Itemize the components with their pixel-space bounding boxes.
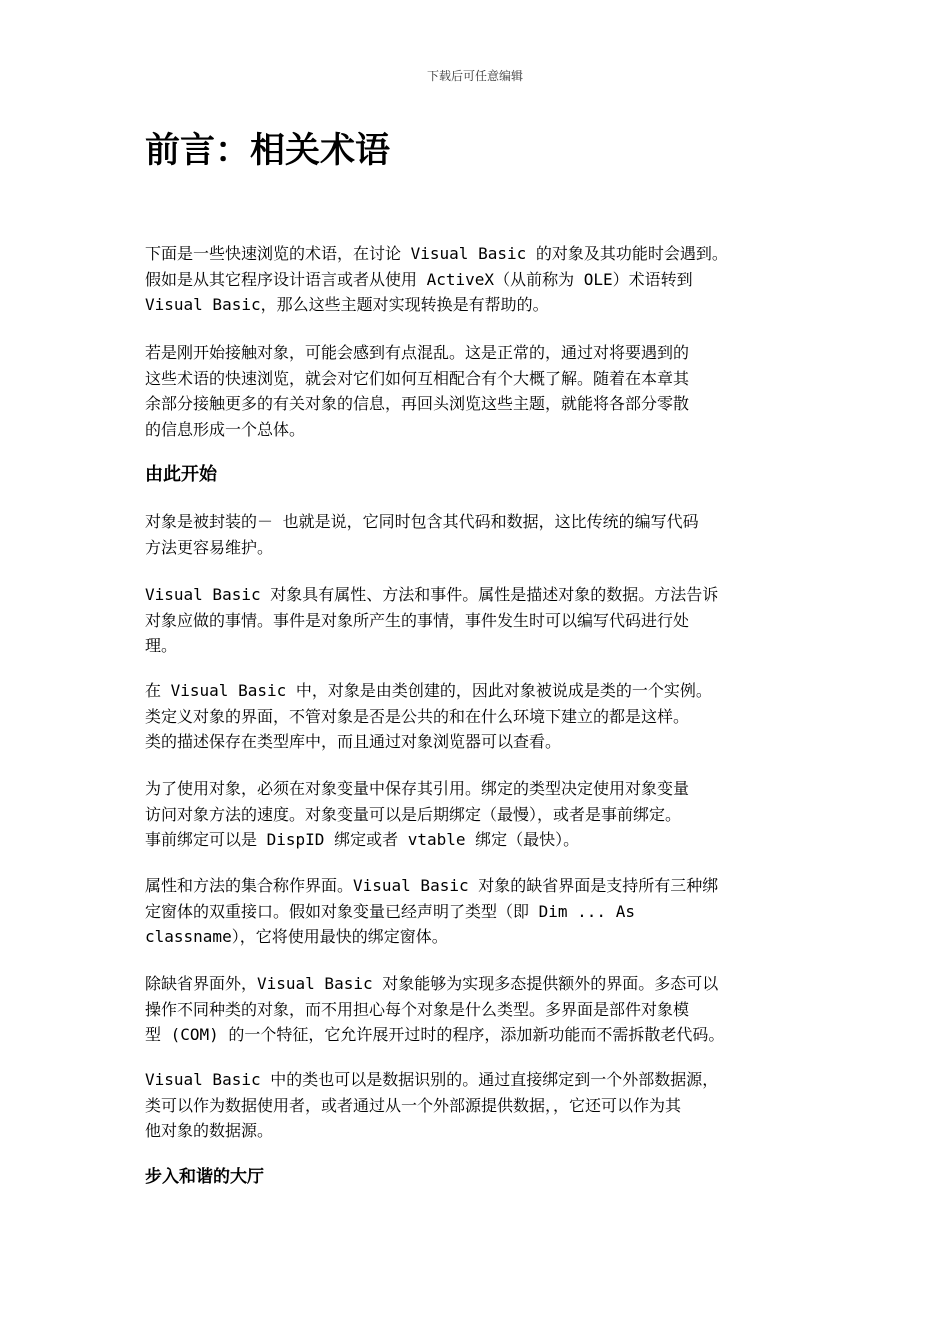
text-line: 为了使用对象，必须在对象变量中保存其引用。绑定的类型决定使用对象变量 — [145, 779, 690, 798]
start-paragraph-4 — [145, 776, 835, 853]
text-line: 对象应做的事情。事件是对象所产生的事情，事件发生时可以编写代码进行处 — [145, 610, 690, 630]
start-paragraph-3 — [145, 678, 835, 755]
text-line: 对象是被封装的－ 也就是说，它同时包含其代码和数据，这比传统的编写代码 — [145, 512, 699, 531]
text-line: 若是刚开始接触对象，可能会感到有点混乱。这是正常的，通过对将要遇到的 — [145, 343, 690, 362]
text-line: 方法更容易维护。 — [145, 537, 274, 557]
text-line: 类的描述保存在类型库中，而且通过对象浏览器可以查看。 — [145, 732, 562, 751]
page-title: 前言：相关术语 — [145, 131, 391, 171]
start-paragraph-2 — [145, 582, 835, 659]
text-line: 理。 — [145, 636, 178, 655]
intro-paragraph-2 — [145, 340, 835, 442]
text-line: 除缺省界面外，Visual Basic 对象能够为实现多态提供额外的界面。多态可以 — [145, 974, 719, 993]
section-heading-hall: 步入和谐的大厅 — [145, 1167, 264, 1187]
header-note: 下载后可任意编辑 — [426, 69, 523, 83]
text-line: classname），它将使用最快的绑定窗体。 — [145, 927, 448, 946]
text-line: 型 (COM) 的一个特征，它允许展开过时的程序，添加新功能而不需拆散老代码。 — [145, 1025, 725, 1044]
text-line: 假如是从其它程序设计语言或者从使用 ActiveX（从前称为 OLE）术语转到 — [145, 269, 693, 289]
text-line: 类定义对象的界面，不管对象是否是公共的和在什么环境下建立的都是这样。 — [145, 706, 690, 726]
text-line: 定窗体的双重接口。假如对象变量已经声明了类型（即 Dim ... As — [145, 901, 635, 921]
text-line: 他对象的数据源。 — [145, 1121, 274, 1140]
text-line: 在 Visual Basic 中，对象是由类创建的，因此对象被说成是类的一个实例。 — [145, 681, 712, 700]
start-paragraph-7 — [145, 1067, 835, 1144]
section-heading-start: 由此开始 — [145, 464, 217, 485]
start-paragraph-1 — [145, 509, 835, 560]
text-line: 访问对象方法的速度。对象变量可以是后期绑定（最慢），或者是事前绑定。 — [145, 804, 682, 824]
text-line: 事前绑定可以是 DispID 绑定或者 vtable 绑定（最快）。 — [145, 830, 580, 849]
text-line: 这些术语的快速浏览，就会对它们如何互相配合有个大概了解。随着在本章其 — [145, 368, 690, 388]
text-line: 属性和方法的集合称作界面。Visual Basic 对象的缺省界面是支持所有三种绑 — [145, 876, 719, 895]
intro-paragraph-1 — [145, 241, 835, 318]
text-line: Visual Basic 中的类也可以是数据识别的。通过直接绑定到一个外部数据源， — [145, 1070, 719, 1089]
text-line: Visual Basic，那么这些主题对实现转换是有帮助的。 — [145, 295, 549, 314]
start-paragraph-6 — [145, 971, 835, 1048]
text-line: 余部分接触更多的有关对象的信息，再回头浏览这些主题，就能将各部分零散 — [145, 394, 690, 413]
text-line: Visual Basic 对象具有属性、方法和事件。属性是描述对象的数据。方法告诉 — [145, 585, 719, 604]
text-line: 的信息形成一个总体。 — [145, 419, 306, 439]
text-line: 下面是一些快速浏览的术语，在讨论 Visual Basic 的对象及其功能时会遇到。 — [145, 244, 728, 263]
start-paragraph-5 — [145, 873, 835, 950]
text-line: 操作不同种类的对象，而不用担心每个对象是什么类型。多界面是部件对象模 — [145, 999, 690, 1019]
text-line: 类可以作为数据使用者，或者通过从一个外部源提供数据，，它还可以作为其 — [145, 1095, 682, 1115]
